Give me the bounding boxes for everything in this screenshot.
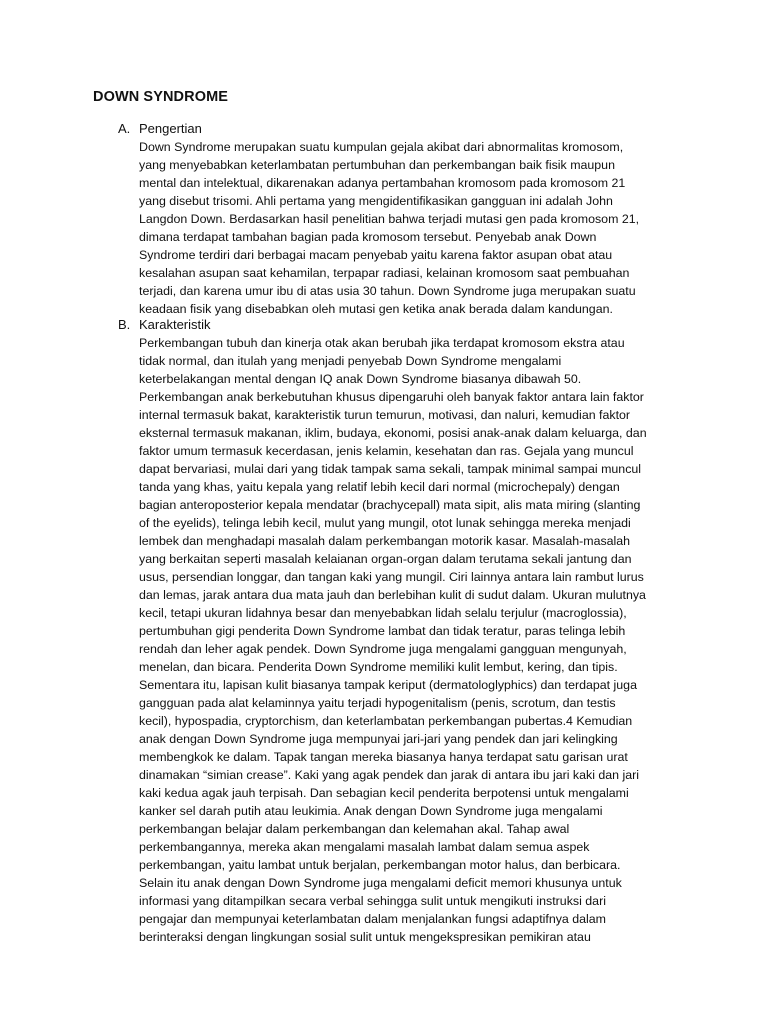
section-letter: B.: [118, 317, 131, 332]
section-letter: A.: [118, 121, 131, 136]
text-line: dimana terdapat tambahan bagian pada kromosom tersebut. Penyebab anak Down: [139, 230, 597, 244]
text-line: perkembangan, yaitu lambat untuk berjalan, perkembangan motor halus, dan berbicara.: [139, 858, 621, 872]
text-line: Perkembangan tubuh dan kinerja otak akan berubah jika terdapat kromosom ekstra atau: [139, 336, 625, 350]
text-line: informasi yang ditampilkan secara verbal sehingga sulit untuk mengikuti instruksi dari: [139, 894, 606, 908]
text-line: yang disebut trisomi. Ahli pertama yang mengidentifikasikan gangguan ini adalah John: [139, 194, 613, 208]
text-line: kanker sel darah putih atau leukimia. Anak dengan Down Syndrome juga mengalami: [139, 804, 603, 818]
text-line: Down Syndrome merupakan suatu kumpulan gejala akibat dari abnormalitas kromosom,: [139, 140, 624, 154]
text-line: kecil), hypospadia, cryptorchism, dan keterlambatan perkembangan pubertas.4 Kemudian: [139, 714, 633, 728]
text-line: terjadi, dan karena umur ibu di atas usia 30 tahun. Down Syndrome juga merupakan suatu: [139, 284, 636, 298]
text-line: mental dan intelektual, dikarenakan adanya pertambahan kromosom pada kromosom 21: [139, 176, 626, 190]
text-line: pengajar dan mempunyai keterlambatan dalam menjalankan fungsi adaptifnya dalam: [139, 912, 607, 926]
text-line: Langdon Down. Berdasarkan hasil penelitian bahwa terjadi mutasi gen pada kromosom 21,: [139, 212, 640, 226]
section-heading: [118, 316, 678, 334]
section-title: Pengertian: [139, 121, 202, 136]
text-line: anak dengan Down Syndrome juga mempunyai jari-jari yang pendek dan jari kelingking: [139, 732, 618, 746]
text-line: dinamakan “simian crease”. Kaki yang agak pendek dan jarak di antara ibu jari kaki dan jari: [139, 768, 640, 782]
text-line: rendah dan leher agak pendek. Down Syndrome juga mengalami gangguan mengunyah,: [139, 642, 627, 656]
text-line: usus, persendian longgar, dan tangan kaki yang mungil. Ciri lainnya antara lain rambut lurus: [139, 570, 644, 584]
text-line: keadaan fisik yang disebabkan oleh mutasi gen ketika anak berada dalam kandungan.: [139, 302, 613, 316]
text-line: dapat bervariasi, mulai dari yang tidak tampak sama sekali, tampak minimal sampai muncul: [139, 462, 642, 476]
text-line: perkembangannya, mereka akan mengalami masalah lambat dalam semua aspek: [139, 840, 590, 854]
text-line: tidak normal, dan itulah yang menjadi penyebab Down Syndrome mengalami: [139, 354, 562, 368]
section-paragraph: [139, 334, 678, 946]
text-line: berinteraksi dengan lingkungan sosial sulit untuk mengekspresikan pemikiran atau: [139, 930, 591, 944]
text-line: kaki kedua agak jauh terpisah. Dan sebagian kecil penderita berpotensi untuk mengalami: [139, 786, 629, 800]
text-line: yang menyebabkan keterlambatan pertumbuhan dan perkembangan baik fisik maupun: [139, 158, 615, 172]
text-line: tanda yang khas, yaitu kepala yang relatif lebih kecil dari normal (microchepaly) dengan: [139, 480, 620, 494]
document-title: DOWN SYNDROME: [93, 89, 229, 105]
text-line: bagian anteroposterior kepala mendatar (brachycepall) mata sipit, alis mata miring (slanting: [139, 498, 641, 512]
text-line: gangguan pada alat kelaminnya yaitu terjadi hypogenitalism (penis, scrotum, dan testis: [139, 696, 616, 710]
text-line: internal termasuk bakat, karakteristik turun temurun, motivasi, dan naluri, kemudian faktor: [139, 408, 631, 422]
text-line: lembek dan menghadapi masalah dalam perkembangan motorik kasar. Masalah-masalah: [139, 534, 631, 548]
section-pengertian: [118, 120, 678, 318]
text-line: keterbelakangan mental dengan IQ anak Down Syndrome biasanya dibawah 50.: [139, 372, 582, 386]
text-line: Selain itu anak dengan Down Syndrome juga mengalami deficit memori khusunya untuk: [139, 876, 622, 890]
text-line: membengkok ke dalam. Tapak tangan mereka biasanya hanya terdapat satu garisan urat: [139, 750, 628, 764]
text-line: menelan, dan bicara. Penderita Down Syndrome memiliki kulit lembut, kering, dan tipis.: [139, 660, 618, 674]
text-line: perkembangan belajar dalam perkembangan dan kelemahan akal. Tahap awal: [139, 822, 570, 836]
text-line: eksternal termasuk makanan, iklim, budaya, ekonomi, posisi anak-anak dalam keluarga, dan: [139, 426, 647, 440]
section-paragraph: [139, 138, 678, 318]
text-line: yang berkaitan seperti masalah kelaianan organ-organ dalam terutama sekali jantung dan: [139, 552, 632, 566]
section-heading: [118, 120, 678, 138]
text-line: kecil, tetapi ukuran lidahnya besar dan menyebabkan lidah selalu terjulur (macroglossia),: [139, 606, 627, 620]
text-line: Sementara itu, lapisan kulit biasanya tampak keriput (dermatologlyphics) dan terdapat juga: [139, 678, 637, 692]
text-line: faktor umum termasuk kecerdasan, jenis kelamin, kesehatan dan ras. Gejala yang muncul: [139, 444, 634, 458]
text-line: pertumbuhan gigi penderita Down Syndrome lambat dan tidak teratur, paras telinga lebih: [139, 624, 626, 638]
text-line: kesalahan asupan saat kehamilan, terpapar radiasi, kelainan kromosom saat pembuahan: [139, 266, 630, 280]
text-line: dan lemas, jarak antara dua mata jauh dan berlebihan kulit di sudut dalam. Ukuran mulutnya: [139, 588, 646, 602]
section-title: Karakteristik: [139, 317, 211, 332]
section-karakteristik: [118, 316, 678, 946]
text-line: of the eyelids), telinga lebih kecil, mulut yang mungil, otot lunak sehingga mereka menjadi: [139, 516, 631, 530]
text-line: Perkembangan anak berkebutuhan khusus dipengaruhi oleh banyak faktor antara lain faktor: [139, 390, 644, 404]
text-line: Syndrome terdiri dari berbagai macam penyebab yaitu karena faktor asupan obat atau: [139, 248, 613, 262]
